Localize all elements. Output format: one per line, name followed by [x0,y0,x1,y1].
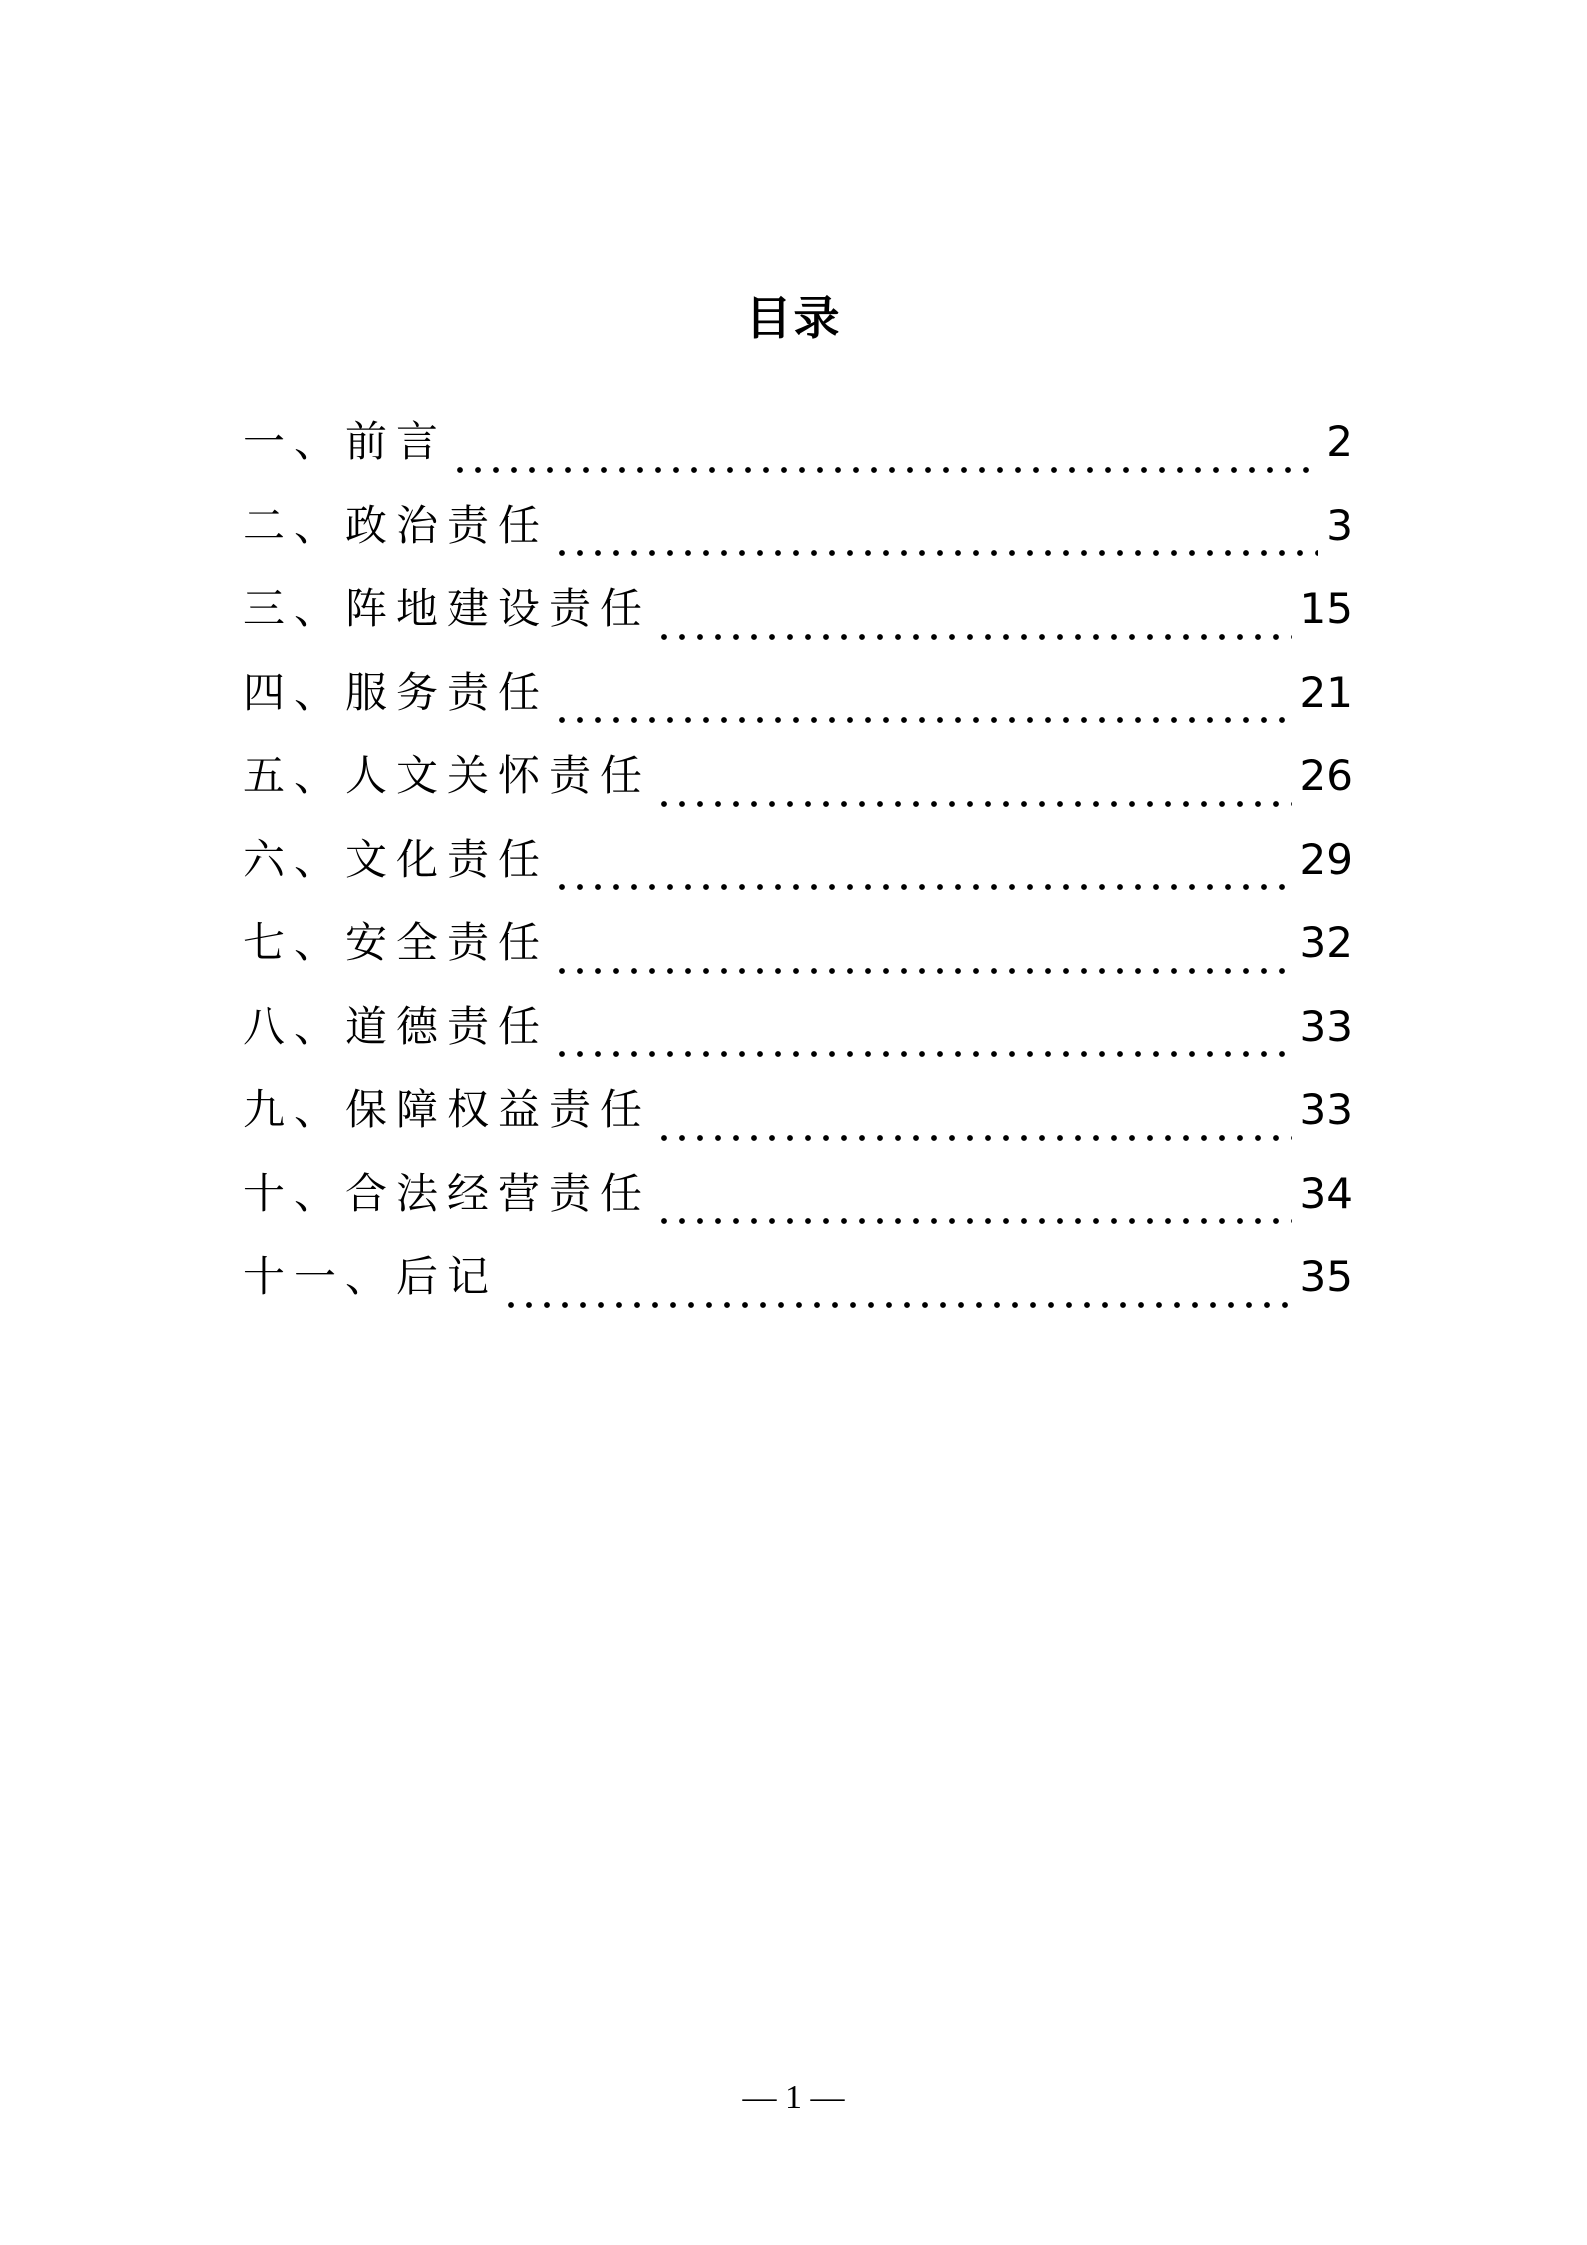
toc-entry-label: 四、服务责任 [243,667,550,717]
toc-entry[interactable] [243,663,1353,747]
toc-entry-page: 15 [1299,584,1353,633]
dot-leader [502,1300,1292,1310]
dot-leader [553,715,1292,725]
toc-entry-page: 33 [1299,1001,1353,1051]
dot-leader [553,548,1318,558]
dot-leader [655,632,1292,642]
page-number-footer: — 1 — [742,2079,845,2116]
toc-entry[interactable] [243,997,1353,1081]
toc-entry[interactable] [243,746,1353,830]
toc-entry[interactable] [243,579,1353,663]
toc-entry[interactable] [243,496,1353,580]
dot-leader [655,1133,1292,1143]
toc-entry-page: 29 [1299,834,1353,884]
dot-leader [553,882,1292,892]
dot-leader [553,1049,1292,1059]
toc-entry-label: 二、政治责任 [243,500,550,550]
toc-entry-label: 一、前言 [243,417,448,466]
toc-entry-label: 五、人文关怀责任 [243,751,652,800]
toc-entry-label: 十一、后记 [243,1252,499,1301]
dot-leader [451,465,1318,475]
toc-entry-page: 32 [1299,918,1353,967]
toc-entry[interactable] [243,830,1353,914]
toc-entry-page: 35 [1299,1252,1353,1301]
toc-entry-page: 34 [1299,1168,1353,1218]
toc-entry-label: 六、文化责任 [243,834,550,884]
toc-entry-label: 八、道德责任 [243,1001,550,1051]
toc-entry-page: 3 [1326,500,1353,550]
toc-entry-label: 三、阵地建设责任 [243,584,652,633]
toc-entry-page: 33 [1299,1085,1353,1134]
toc-entry[interactable] [243,412,1353,496]
toc-entry-label: 七、安全责任 [243,918,550,967]
toc-entry-page: 26 [1299,751,1353,800]
toc-entry-page: 21 [1299,667,1353,717]
toc-entry-label: 十、合法经营责任 [243,1168,652,1218]
dot-leader [655,1216,1292,1226]
toc-entry[interactable] [243,1247,1353,1331]
page-title: 目录 [745,291,842,345]
toc-entry[interactable] [243,1080,1353,1164]
table-of-contents [243,412,1353,1331]
toc-entry-label: 九、保障权益责任 [243,1085,652,1134]
toc-entry[interactable] [243,913,1353,997]
toc-entry[interactable] [243,1164,1353,1248]
dot-leader [655,799,1292,809]
dot-leader [553,966,1292,976]
toc-entry-page: 2 [1326,417,1353,466]
